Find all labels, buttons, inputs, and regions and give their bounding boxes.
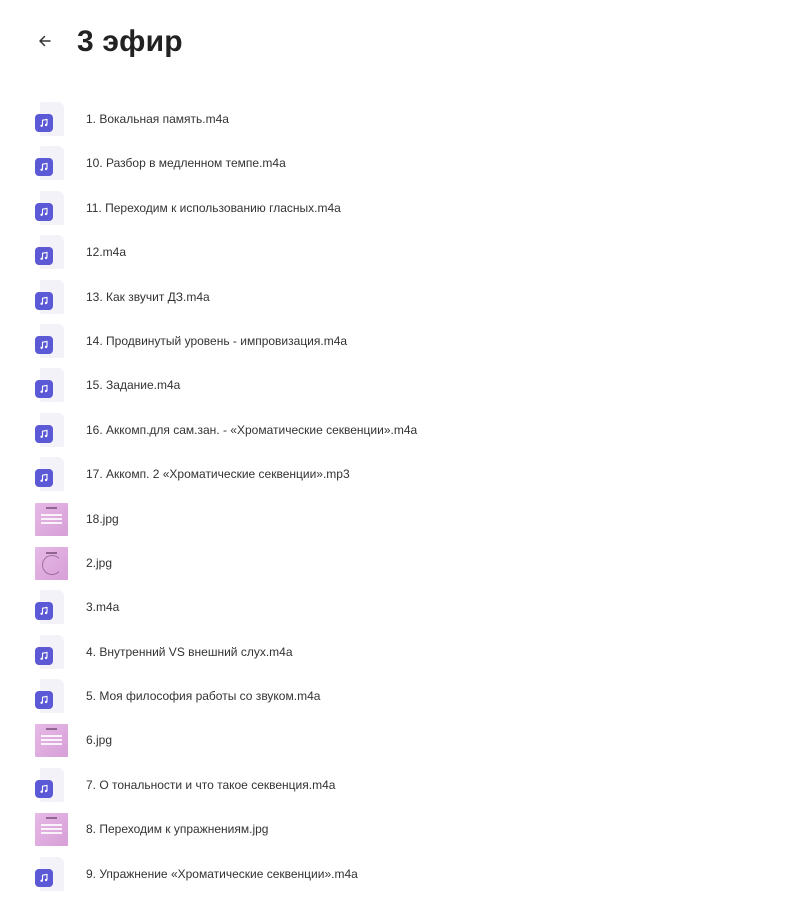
file-name: 12.m4a	[86, 245, 127, 260]
audio-file-icon	[34, 590, 68, 626]
audio-file-icon	[34, 368, 68, 404]
music-note-icon	[39, 296, 49, 306]
file-name: 10. Разбор в медленном темпе.m4a	[86, 156, 286, 171]
file-list-item[interactable]	[0, 364, 806, 408]
file-list-item[interactable]	[0, 719, 806, 763]
image-thumbnail	[34, 546, 68, 582]
file-list	[0, 98, 806, 897]
audio-file-icon	[34, 324, 68, 360]
file-name: 8. Переходим к упражнениям.jpg	[86, 822, 269, 837]
file-name: 9. Упражнение «Хроматические секвенции».m4a	[86, 866, 358, 881]
file-list-item[interactable]	[0, 675, 806, 719]
file-name: 7. О тональности и что такое секвенция.m4a	[86, 777, 336, 792]
music-note-icon	[39, 384, 49, 394]
file-list-item[interactable]	[0, 187, 806, 231]
file-name: 15. Задание.m4a	[86, 378, 181, 393]
file-name: 18.jpg	[86, 511, 119, 526]
music-note-icon	[39, 873, 49, 883]
file-list-item[interactable]	[0, 98, 806, 142]
file-list-item[interactable]	[0, 542, 806, 586]
music-note-icon	[39, 429, 49, 439]
image-thumbnail	[34, 812, 68, 848]
music-note-icon	[39, 784, 49, 794]
file-list-item[interactable]	[0, 586, 806, 630]
file-name: 13. Как звучит ДЗ.m4a	[86, 289, 210, 304]
audio-file-icon	[34, 457, 68, 493]
file-name: 5. Моя философия работы со звуком.m4a	[86, 689, 321, 704]
music-note-icon	[39, 162, 49, 172]
file-list-item[interactable]	[0, 276, 806, 320]
audio-file-icon	[34, 857, 68, 893]
music-note-icon	[39, 473, 49, 483]
file-list-item[interactable]	[0, 231, 806, 275]
music-note-icon	[39, 340, 49, 350]
file-name: 2.jpg	[86, 555, 113, 570]
music-note-icon	[39, 651, 49, 661]
file-list-item[interactable]	[0, 453, 806, 497]
audio-file-icon	[34, 235, 68, 271]
audio-file-icon	[34, 413, 68, 449]
file-list-item[interactable]	[0, 320, 806, 364]
file-list-item[interactable]	[0, 808, 806, 852]
image-thumbnail	[34, 723, 68, 759]
file-name: 17. Аккомп. 2 «Хроматические секвенции».mp3	[86, 467, 350, 482]
file-list-item[interactable]	[0, 853, 806, 897]
audio-file-icon	[34, 679, 68, 715]
file-name: 14. Продвинутый уровень - импровизация.m4a	[86, 333, 348, 348]
audio-file-icon	[34, 768, 68, 804]
music-note-icon	[39, 695, 49, 705]
file-list-item[interactable]	[0, 142, 806, 186]
file-name: 11. Переходим к использованию гласных.m4a	[86, 200, 341, 215]
audio-file-icon	[34, 635, 68, 671]
page-header	[0, 0, 806, 84]
image-thumbnail	[34, 502, 68, 538]
page-title: 3 эфир	[77, 25, 183, 58]
music-note-icon	[39, 118, 49, 128]
music-note-icon	[39, 207, 49, 217]
file-name: 16. Аккомп.для сам.зан. - «Хроматические секвенции».m4a	[86, 422, 418, 437]
file-list-item[interactable]	[0, 409, 806, 453]
music-note-icon	[39, 251, 49, 261]
file-name: 6.jpg	[86, 733, 113, 748]
audio-file-icon	[34, 280, 68, 316]
file-name: 1. Вокальная память.m4a	[86, 112, 229, 126]
file-name: 4. Внутренний VS внешний слух.m4a	[86, 644, 293, 659]
file-name: 3.m4a	[86, 600, 120, 615]
file-list-item[interactable]	[0, 498, 806, 542]
arrow-left-icon	[37, 33, 53, 49]
audio-file-icon	[34, 102, 68, 138]
file-list-item[interactable]	[0, 764, 806, 808]
audio-file-icon	[34, 191, 68, 227]
audio-file-icon	[34, 146, 68, 182]
music-note-icon	[39, 606, 49, 616]
back-button[interactable]	[33, 29, 57, 53]
file-list-item[interactable]	[0, 631, 806, 675]
